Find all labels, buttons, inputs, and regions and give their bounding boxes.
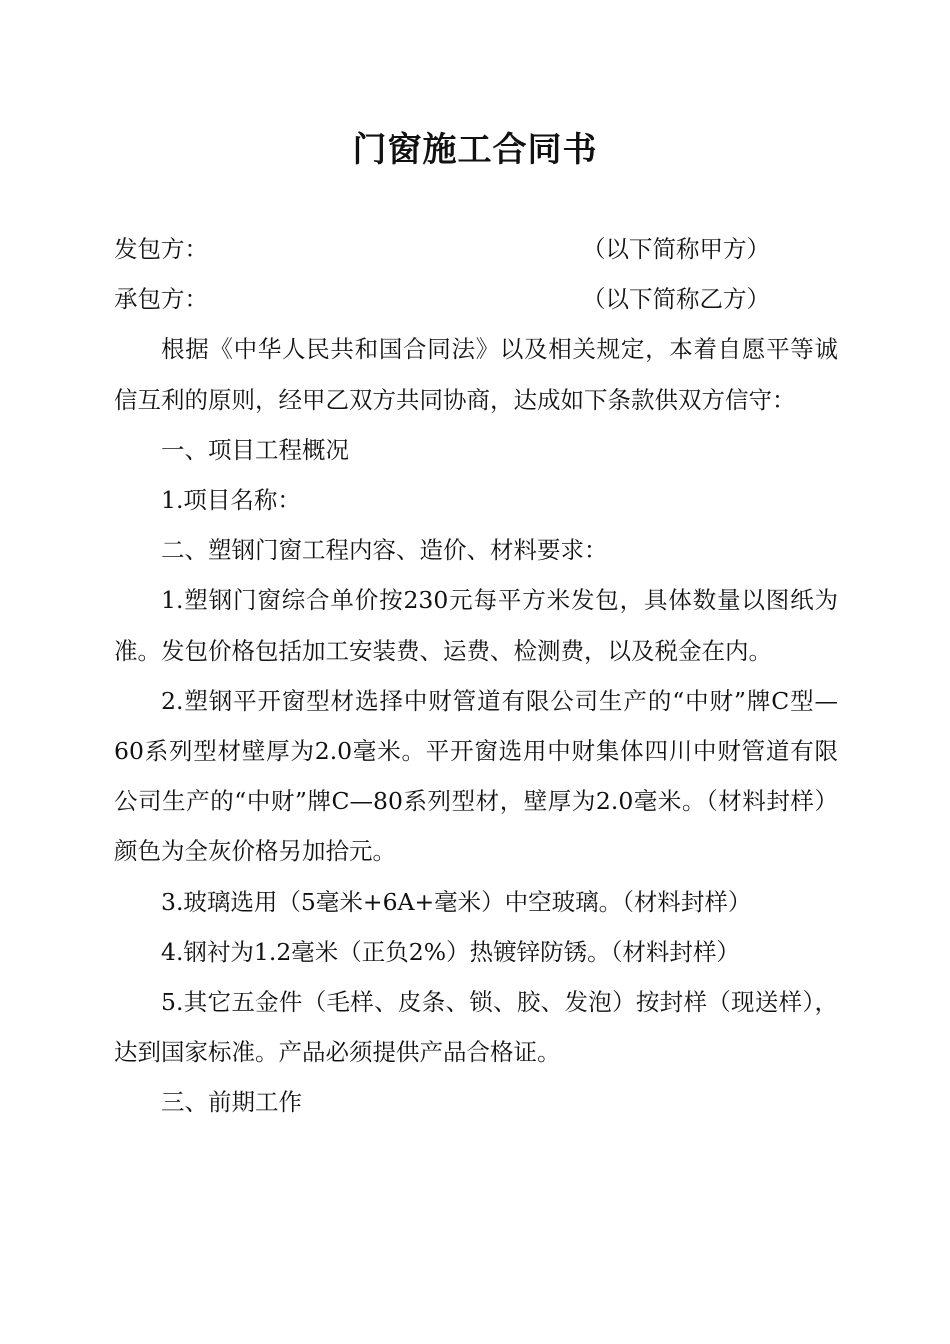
section-3-heading: 三、前期工作: [161, 1088, 302, 1117]
party-a-line: [114, 224, 838, 274]
party-b-note: （以下简称乙方）: [582, 285, 770, 314]
section-2-item-2: 2.塑钢平开窗型材选择中财管道有限公司生产的“中财”牌C型—60系列型材壁厚为2.0毫米。平开窗选用中财集体四川中财管道有限公司生产的“中财”牌C—80系列型材，壁厚为2.0毫米。（材料封样）颜色为全灰价格另加拾元。: [114, 686, 838, 866]
party-b-line: [114, 274, 838, 324]
section-2-heading: 二、塑钢门窗工程内容、造价、材料要求：: [161, 536, 608, 565]
party-a-label: 发包方：: [114, 235, 208, 263]
section-2-item-3: 3.玻璃选用（5毫米+6A+毫米）中空玻璃。（材料封样）: [161, 887, 752, 916]
document-body: [114, 224, 838, 1128]
section-1-item-1: 1.项目名称：: [161, 485, 301, 514]
section-2-item-5: 5.其它五金件（毛样、皮条、锁、胶、发泡）按封样（现送样），达到国家标准。产品必须提供产品合格证。: [114, 988, 838, 1067]
intro-paragraph: 根据《中华人民共和国合同法》以及相关规定，本着自愿平等诚信互利的原则，经甲乙双方共同协商，达成如下条款供双方信守：: [114, 335, 838, 414]
party-b-label: 承包方：: [114, 285, 208, 314]
document-title: 门窗施工合同书: [352, 130, 598, 170]
section-1-heading: 一、项目工程概况: [161, 435, 349, 464]
section-2-item-1: 1.塑钢门窗综合单价按230元每平方米发包，具体数量以图纸为准。发包价格包括加工安装费、运费、检测费，以及税金在内。: [114, 586, 838, 665]
party-a-note: （以下简称甲方）: [582, 235, 770, 263]
section-2-item-4: 4.钢衬为1.2毫米（正负2%）热镀锌防锈。（材料封样）: [161, 937, 740, 966]
